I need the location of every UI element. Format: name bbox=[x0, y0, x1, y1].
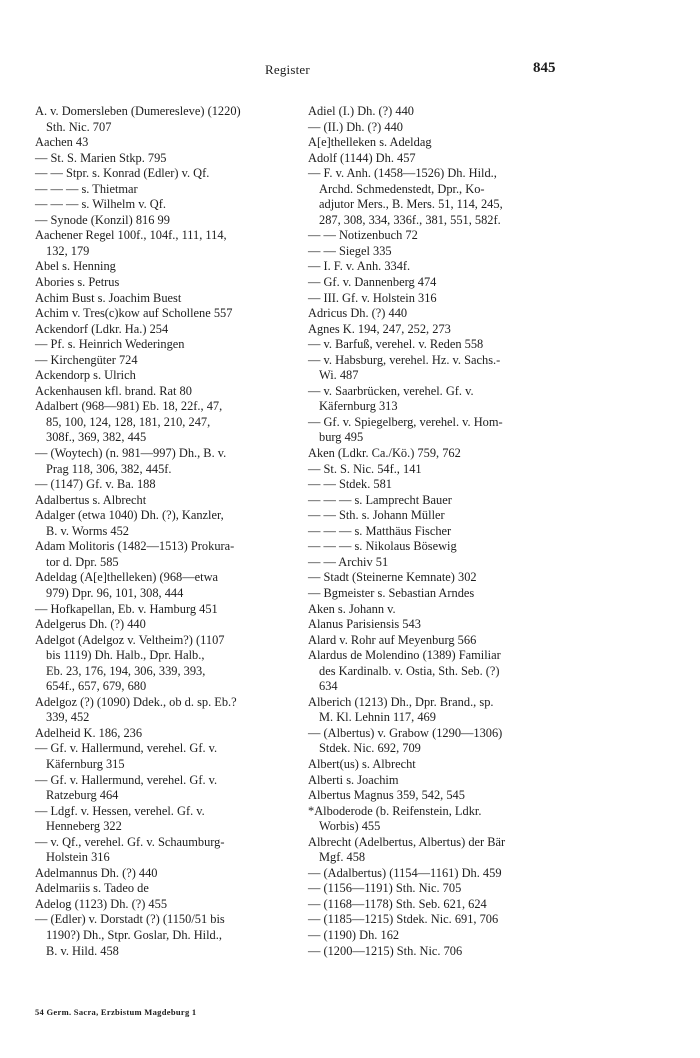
index-entry bbox=[35, 602, 325, 618]
index-entry-line: M. Kl. Lehnin 117, 469 bbox=[319, 710, 436, 725]
index-entry bbox=[308, 912, 608, 928]
index-entry bbox=[35, 399, 325, 446]
index-entry-line: *Alboderode (b. Reifenstein, Ldkr. bbox=[308, 803, 482, 818]
index-entry-line: — Gf. v. Hallermund, verehel. Gf. v. bbox=[35, 772, 218, 787]
index-entry-line: — — Sth. s. Johann Müller bbox=[308, 508, 445, 523]
index-entry-line: Adiel (I.) Dh. (?) 440 bbox=[308, 104, 414, 118]
index-entry-line: — St. S. Nic. 54f., 141 bbox=[308, 461, 422, 476]
index-entry bbox=[308, 104, 608, 120]
index-entry-line: Aachen 43 bbox=[35, 135, 89, 150]
index-entry bbox=[308, 291, 608, 307]
index-entry-line: — — — s. Wilhelm v. Qf. bbox=[35, 197, 166, 212]
index-entry bbox=[35, 291, 325, 307]
index-entry-line: Adalbert (968—981) Eb. 18, 22f., 47, bbox=[35, 399, 223, 414]
index-entry bbox=[35, 306, 325, 322]
index-entry-line: — — Stpr. s. Konrad (Edler) v. Qf. bbox=[35, 166, 210, 181]
index-entry-line: Adricus Dh. (?) 440 bbox=[308, 306, 408, 321]
index-entry bbox=[308, 881, 608, 897]
index-entry-line: 1190?) Dh., Stpr. Goslar, Dh. Hild., bbox=[46, 927, 222, 942]
index-entry bbox=[308, 602, 608, 618]
index-entry-line: A. v. Domersleben (Dumereslеve) (1220) bbox=[35, 104, 241, 118]
index-entry-line: — Hofkapellan, Eb. v. Hamburg 451 bbox=[35, 601, 218, 616]
index-entry-line: Mgf. 458 bbox=[319, 850, 366, 865]
index-entry bbox=[35, 804, 325, 835]
index-entry bbox=[35, 508, 325, 539]
index-entry bbox=[35, 104, 325, 135]
index-entry-line: Abories s. Petrus bbox=[35, 275, 120, 290]
index-entry bbox=[308, 866, 608, 882]
index-entry bbox=[308, 788, 608, 804]
index-entry bbox=[35, 741, 325, 772]
index-entry bbox=[308, 897, 608, 913]
index-entry-line: — — Notizenbuch 72 bbox=[308, 228, 418, 243]
index-entry bbox=[308, 648, 608, 695]
index-entry-line: 287, 308, 334, 336f., 381, 551, 582f. bbox=[319, 212, 501, 227]
index-entry-line: tor d. Dpr. 585 bbox=[46, 554, 119, 569]
index-entry bbox=[308, 462, 608, 478]
index-entry bbox=[35, 353, 325, 369]
index-entry bbox=[308, 773, 608, 789]
index-entry-line: Eb. 23, 176, 194, 306, 339, 393, bbox=[46, 663, 206, 678]
index-entry-line: — Ldgf. v. Hessen, verehel. Gf. v. bbox=[35, 803, 205, 818]
index-entry-line: Albertus Magnus 359, 542, 545 bbox=[308, 788, 465, 803]
index-entry bbox=[35, 539, 325, 570]
index-entry bbox=[308, 586, 608, 602]
index-entry bbox=[35, 726, 325, 742]
index-entry-line: — (Albertus) v. Grabow (1290—1306) bbox=[308, 725, 503, 740]
index-entry-line: Archd. Schmedenstedt, Dpr., Ko- bbox=[319, 181, 485, 196]
index-entry bbox=[308, 275, 608, 291]
index-entry bbox=[308, 757, 608, 773]
index-entry bbox=[35, 368, 325, 384]
index-column-right bbox=[308, 104, 608, 959]
index-entry-line: des Kardinalb. v. Ostia, Sth. Seb. (?) bbox=[319, 663, 500, 678]
index-entry bbox=[308, 477, 608, 493]
index-entry bbox=[35, 337, 325, 353]
index-entry-line: — (1190) Dh. 162 bbox=[308, 927, 400, 942]
index-entry-line: — — — s. Lamprecht Bauer bbox=[308, 492, 452, 507]
index-entry bbox=[308, 415, 608, 446]
index-entry-line: Aachener Regel 100f., 104f., 111, 114, bbox=[35, 228, 227, 243]
index-entry-line: Stdek. Nic. 692, 709 bbox=[319, 741, 421, 756]
index-entry bbox=[35, 633, 325, 695]
index-entry-line: Henneberg 322 bbox=[46, 819, 122, 834]
index-entry bbox=[308, 322, 608, 338]
index-entry-line: — — Siegel 335 bbox=[308, 243, 392, 258]
index-entry-line: Adolf (1144) Dh. 457 bbox=[308, 150, 416, 165]
index-entry-line: — v. Qf., verehel. Gf. v. Schaumburg- bbox=[35, 834, 225, 849]
index-entry-line: Achim v. Tres(c)kow auf Schollene 557 bbox=[35, 306, 233, 321]
index-entry-line: Ackenhausen kfl. brand. Rat 80 bbox=[35, 383, 192, 398]
index-entry-line: 339, 452 bbox=[46, 710, 90, 725]
index-entry bbox=[35, 151, 325, 167]
index-entry-line: Aken (Ldkr. Ca./Kö.) 759, 762 bbox=[308, 446, 461, 461]
index-entry-line: Agnes K. 194, 247, 252, 273 bbox=[308, 321, 451, 336]
index-entry-line: — (Edler) v. Dorstadt (?) (1150/51 bis bbox=[35, 912, 225, 927]
index-entry-line: Alardus de Molendino (1389) Familiar bbox=[308, 648, 501, 663]
page-number: 845 bbox=[533, 60, 556, 76]
index-entry-line: Adelgot (Adelgoz v. Veltheim?) (1107 bbox=[35, 632, 225, 647]
index-entry-line: Ratzeburg 464 bbox=[46, 788, 119, 803]
index-entry bbox=[308, 633, 608, 649]
index-entry-line: — III. Gf. v. Holstein 316 bbox=[308, 290, 437, 305]
index-entry-line: Prag 118, 306, 382, 445f. bbox=[46, 461, 172, 476]
index-entry bbox=[35, 835, 325, 866]
index-entry-line: — F. v. Anh. (1458—1526) Dh. Hild., bbox=[308, 166, 497, 181]
index-entry bbox=[35, 866, 325, 882]
index-entry-line: — Gf. v. Spiegelberg, verehel. v. Hom- bbox=[308, 414, 503, 429]
index-entry bbox=[308, 166, 608, 228]
index-entry bbox=[308, 135, 608, 151]
index-entry-line: B. v. Hild. 458 bbox=[46, 943, 119, 958]
index-entry-line: Wi. 487 bbox=[319, 368, 359, 383]
index-entry-line: — I. F. v. Anh. 334f. bbox=[308, 259, 411, 274]
index-entry-line: — Bgmeister s. Sebastian Arndes bbox=[308, 585, 475, 600]
index-entry-line: — Gf. v. Hallermund, verehel. Gf. v. bbox=[35, 741, 218, 756]
index-entry bbox=[308, 928, 608, 944]
index-entry bbox=[35, 135, 325, 151]
index-entry bbox=[308, 539, 608, 555]
index-entry-line: Adeldag (A[e]thelleken) (968—etwa bbox=[35, 570, 219, 585]
index-entry-line: — — — s. Thietmar bbox=[35, 181, 138, 196]
index-entry-line: — (Woytech) (n. 981—997) Dh., B. v. bbox=[35, 446, 227, 461]
index-entry bbox=[35, 493, 325, 509]
index-entry bbox=[308, 353, 608, 384]
index-entry-line: — v. Habsburg, verehel. Hz. v. Sachs.- bbox=[308, 352, 501, 367]
index-entry bbox=[308, 259, 608, 275]
index-entry bbox=[308, 228, 608, 244]
index-entry-line: Ackendorp s. Ulrich bbox=[35, 368, 136, 383]
index-entry-line: — (Adalbertus) (1154—1161) Dh. 459 bbox=[308, 865, 502, 880]
index-column-left bbox=[35, 104, 325, 959]
footer-signature: 54 Germ. Sacra, Erzbistum Magdeburg 1 bbox=[35, 1007, 197, 1017]
index-entry-line: Adelmariis s. Tadeo de bbox=[35, 881, 149, 896]
index-entry-line: Abel s. Henning bbox=[35, 259, 116, 274]
index-entry bbox=[35, 477, 325, 493]
index-entry bbox=[308, 306, 608, 322]
index-entry-line: Holstein 316 bbox=[46, 850, 110, 865]
index-entry bbox=[35, 166, 325, 182]
index-entry-line: 979) Dpr. 96, 101, 308, 444 bbox=[46, 585, 184, 600]
index-entry-line: Käfernburg 315 bbox=[46, 756, 125, 771]
index-entry bbox=[308, 337, 608, 353]
index-entry bbox=[308, 804, 608, 835]
index-entry-line: — (1156—1191) Sth. Nic. 705 bbox=[308, 881, 462, 896]
index-entry-line: — (1200—1215) Sth. Nic. 706 bbox=[308, 943, 463, 958]
page-title: Register bbox=[265, 62, 310, 77]
index-entry-line: — v. Barfuß, verehel. v. Reden 558 bbox=[308, 337, 484, 352]
index-entry-line: — Gf. v. Dannenberg 474 bbox=[308, 275, 437, 290]
index-entry bbox=[35, 228, 325, 259]
index-entry bbox=[35, 617, 325, 633]
index-entry-line: Aken s. Johann v. bbox=[308, 601, 396, 616]
index-entry-line: — — — s. Nikolaus Bösewig bbox=[308, 539, 457, 554]
index-entry bbox=[308, 446, 608, 462]
index-entry bbox=[35, 773, 325, 804]
index-entry-line: Albrecht (Adelbertus, Albertus) der Bär bbox=[308, 834, 506, 849]
index-entry bbox=[35, 912, 325, 959]
index-entry-line: Adelheid K. 186, 236 bbox=[35, 725, 143, 740]
index-entry bbox=[35, 384, 325, 400]
index-entry bbox=[308, 493, 608, 509]
index-entry-line: bis 1119) Dh. Halb., Dpr. Halb., bbox=[46, 648, 205, 663]
index-entry bbox=[35, 446, 325, 477]
index-entry bbox=[35, 695, 325, 726]
index-entry-line: — v. Saarbrücken, verehel. Gf. v. bbox=[308, 383, 474, 398]
index-entry bbox=[308, 726, 608, 757]
index-entry bbox=[35, 213, 325, 229]
index-entry-line: Alard v. Rohr auf Meyenburg 566 bbox=[308, 632, 477, 647]
index-entry-line: — (1168—1178) Sth. Seb. 621, 624 bbox=[308, 896, 487, 911]
index-entry-line: Worbis) 455 bbox=[319, 819, 381, 834]
index-entry-line: Alberti s. Joachim bbox=[308, 772, 399, 787]
index-entry bbox=[35, 197, 325, 213]
index-entry-line: Achim Bust s. Joachim Buest bbox=[35, 290, 182, 305]
index-entry bbox=[308, 555, 608, 571]
index-entry bbox=[308, 617, 608, 633]
index-entry-line: Adelgerus Dh. (?) 440 bbox=[35, 617, 146, 632]
index-entry-line: — Pf. s. Heinrich Wederingen bbox=[35, 337, 185, 352]
index-entry bbox=[308, 835, 608, 866]
index-entry-line: Adelgoz (?) (1090) Ddek., ob d. sp. Eb.? bbox=[35, 694, 237, 709]
index-entry-line: burg 495 bbox=[319, 430, 364, 445]
index-entry bbox=[35, 881, 325, 897]
index-entry-line: Sth. Nic. 707 bbox=[46, 119, 112, 134]
index-entry bbox=[308, 508, 608, 524]
index-entry-line: — — — s. Matthäus Fischer bbox=[308, 523, 452, 538]
index-entry bbox=[35, 182, 325, 198]
index-entry-line: — Kirchengüter 724 bbox=[35, 352, 138, 367]
index-entry-line: 308f., 369, 382, 445 bbox=[46, 430, 147, 445]
index-entry-line: — — Stdek. 581 bbox=[308, 477, 392, 492]
index-entry-line: 85, 100, 124, 128, 181, 210, 247, bbox=[46, 414, 211, 429]
index-entry-line: 132, 179 bbox=[46, 243, 90, 258]
index-entry-line: A[e]thelleken s. Adeldag bbox=[308, 135, 432, 150]
index-entry-line: Adelog (1123) Dh. (?) 455 bbox=[35, 896, 168, 911]
index-entry-line: Alberich (1213) Dh., Dpr. Brand., sp. bbox=[308, 694, 494, 709]
index-entry bbox=[308, 384, 608, 415]
index-entry-line: Adalbertus s. Albrecht bbox=[35, 492, 147, 507]
index-entry-line: Adalger (etwa 1040) Dh. (?), Kanzler, bbox=[35, 508, 224, 523]
index-entry-line: Adam Molitoris (1482—1513) Prokura- bbox=[35, 539, 235, 554]
index-entry-line: 634 bbox=[319, 679, 338, 694]
index-entry-line: — — Archiv 51 bbox=[308, 554, 389, 569]
index-entry-line: adjutor Mers., B. Mers. 51, 114, 245, bbox=[319, 197, 503, 212]
index-entry bbox=[308, 570, 608, 586]
index-entry bbox=[35, 322, 325, 338]
index-entry bbox=[308, 244, 608, 260]
index-entry bbox=[308, 944, 608, 960]
index-entry bbox=[35, 259, 325, 275]
index-entry-line: — (1185—1215) Stdek. Nic. 691, 706 bbox=[308, 912, 499, 927]
index-entry bbox=[35, 570, 325, 601]
index-entry-line: 654f., 657, 679, 680 bbox=[46, 679, 147, 694]
index-entry bbox=[308, 120, 608, 136]
index-entry-line: — Stadt (Steinerne Kemnate) 302 bbox=[308, 570, 477, 585]
index-entry-line: Alanus Parisiensis 543 bbox=[308, 617, 421, 632]
index-entry-line: — Synode (Konzil) 816 99 bbox=[35, 212, 170, 227]
index-entry-line: B. v. Worms 452 bbox=[46, 523, 129, 538]
index-entry-line: Albert(us) s. Albrecht bbox=[308, 756, 416, 771]
index-entry-line: Ackendorf (Ldkr. Ha.) 254 bbox=[35, 321, 169, 336]
page-header bbox=[0, 62, 700, 82]
index-entry-line: Adelmannus Dh. (?) 440 bbox=[35, 865, 158, 880]
index-entry bbox=[308, 524, 608, 540]
index-entry bbox=[35, 897, 325, 913]
index-entry-line: Käfernburg 313 bbox=[319, 399, 398, 414]
index-entry bbox=[308, 695, 608, 726]
index-entry bbox=[308, 151, 608, 167]
index-entry bbox=[35, 275, 325, 291]
index-entry-line: — (1147) Gf. v. Ba. 188 bbox=[35, 477, 156, 492]
index-entry-line: — (II.) Dh. (?) 440 bbox=[308, 119, 403, 134]
index-entry-line: — St. S. Marien Stkp. 795 bbox=[35, 150, 167, 165]
